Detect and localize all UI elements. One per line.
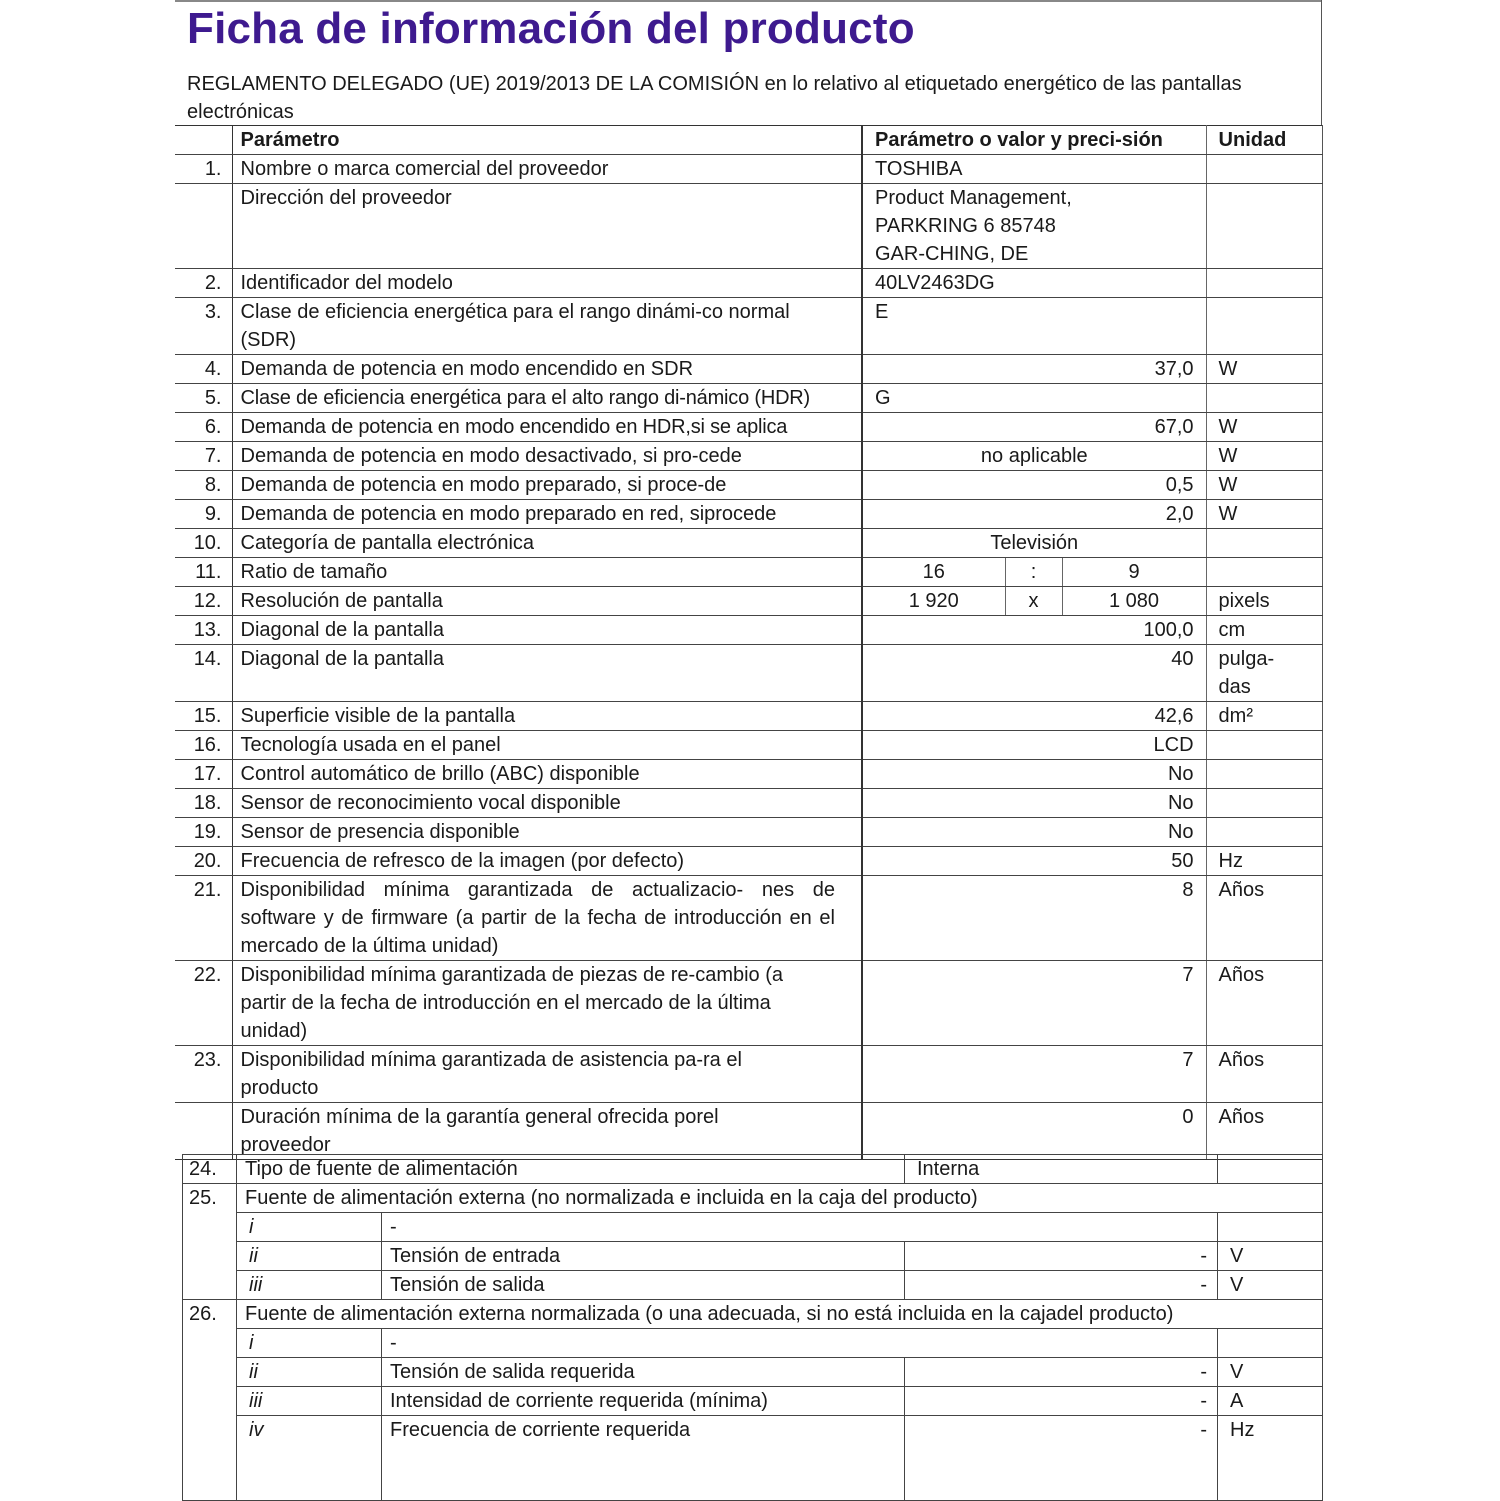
row-parameter: Demanda de potencia en modo desactivado, si pro-cede [232,442,862,471]
ratio-height: 9 [1062,558,1206,587]
row-parameter: Diagonal de la pantalla [232,645,862,702]
header-unidad: Unidad [1206,126,1322,155]
table-row [175,413,1322,442]
row-unit [1206,558,1322,587]
table-row [175,847,1322,876]
row-parameter: Demanda de potencia en modo preparado, si proce-de [232,471,862,500]
row-number: 9. [175,500,232,529]
table-row [183,1300,1323,1329]
sub-item-roman: i [237,1329,382,1358]
parameters-table [175,125,1323,1160]
row-unit: Años [1206,876,1322,961]
row-number: 6. [175,413,232,442]
row-value: 67,0 [862,413,1206,442]
row-number: 5. [175,384,232,413]
table-row [175,731,1322,760]
row-value: No [862,760,1206,789]
row-number-empty [183,1416,237,1501]
table-row [175,184,1322,269]
sub-item-value: - [905,1416,1218,1501]
row-unit: Hz [1206,847,1322,876]
row-value: Televisión [862,529,1206,558]
resolution-height: 1 080 [1062,587,1206,616]
row-number: 22. [175,961,232,1046]
ratio-separator: : [1005,558,1062,587]
row-parameter: Control automático de brillo (ABC) disponible [232,760,862,789]
sub-item-value: - [905,1271,1218,1300]
frame-right-border [1321,0,1322,126]
row-value: G [862,384,1206,413]
row-parameter: Frecuencia de refresco de la imagen (por defecto) [232,847,862,876]
row-parameter: Identificador del modelo [232,269,862,298]
row-number: 17. [175,760,232,789]
sub-item-value: - [905,1242,1218,1271]
table-row [175,645,1322,702]
row-number-empty [183,1271,237,1300]
row-number: 23. [175,1046,232,1103]
sub-item-unit: Hz [1218,1416,1323,1501]
sub-item-label: Tensión de entrada [382,1242,905,1271]
sub-item-label: Tensión de salida requerida [382,1358,905,1387]
row-number: 10. [175,529,232,558]
table-row [175,355,1322,384]
row-value: 2,0 [862,500,1206,529]
row-parameter: Sensor de reconocimiento vocal disponible [232,789,862,818]
header-parametro: Parámetro [232,126,862,155]
row-parameter: Nombre o marca comercial del proveedor [232,155,862,184]
table-row [183,1358,1323,1387]
row-number: 18. [175,789,232,818]
table-row [175,500,1322,529]
row-unit [1206,184,1322,269]
row-unit: pixels [1206,587,1322,616]
resolution-width: 1 920 [862,587,1005,616]
table-row [183,1155,1323,1184]
sub-item-unit [1218,1329,1323,1358]
table-row [183,1387,1323,1416]
page-title: Ficha de información del producto [187,4,915,53]
table-row [175,1046,1322,1103]
row-number [175,184,232,269]
sub-item-label: - [382,1329,1218,1358]
row-value: E [862,298,1206,355]
sub-item-roman: ii [237,1358,382,1387]
table-row [175,616,1322,645]
header-valor: Parámetro o valor y preci-sión [862,126,1206,155]
normalized-supply-label: Fuente de alimentación externa normalizada (o una adecuada, si no está incluida en la cajadel producto) [237,1300,1323,1329]
table-row [175,702,1322,731]
row-unit: Años [1206,961,1322,1046]
table-row [183,1242,1323,1271]
table-row [175,155,1322,184]
regulation-subtitle: REGLAMENTO DELEGADO (UE) 2019/2013 DE LA COMISIÓN en lo relativo al etiquetado energético de las pantallas electrónicas [187,73,1242,123]
row-number: 12. [175,587,232,616]
row-number-empty [183,1242,237,1271]
ratio-width: 16 [862,558,1005,587]
row-parameter: Sensor de presencia disponible [232,818,862,847]
table-row [175,529,1322,558]
row-unit [1206,529,1322,558]
row-value: 50 [862,847,1206,876]
table-row [175,471,1322,500]
row-unit [1206,731,1322,760]
table-row [175,558,1322,587]
table-header-row [175,126,1322,155]
header-number [175,126,232,155]
row-value: No [862,818,1206,847]
row-unit: W [1206,500,1322,529]
sub-item-roman: iii [237,1271,382,1300]
row-number-empty [183,1358,237,1387]
frame-top-border [175,0,1322,2]
row-number-empty [183,1387,237,1416]
row-parameter: Clase de eficiencia energética para el rango dinámi-co normal (SDR) [232,298,862,355]
product-information-sheet [175,0,1322,1500]
row-number: 25. [183,1184,237,1213]
table-row [183,1329,1323,1358]
row-value: no aplicable [862,442,1206,471]
resolution-separator: x [1005,587,1062,616]
row-number: 7. [175,442,232,471]
power-supply-table [182,1154,1323,1501]
row-number: 21. [175,876,232,961]
row-parameter: Superficie visible de la pantalla [232,702,862,731]
sub-item-unit: V [1218,1242,1323,1271]
row-unit: Años [1206,1103,1322,1160]
sub-item-roman: iv [237,1416,382,1501]
row-unit [1206,298,1322,355]
row-parameter: Clase de eficiencia energética para el alto rango di-námico (HDR) [232,384,862,413]
table-row [175,269,1322,298]
table-row [175,587,1322,616]
row-number: 8. [175,471,232,500]
row-parameter: Tecnología usada en el panel [232,731,862,760]
row-number: 20. [175,847,232,876]
row-parameter: Demanda de potencia en modo encendido en HDR,si se aplica [232,413,862,442]
row-number: 1. [175,155,232,184]
row-unit [1206,384,1322,413]
row-unit [1206,789,1322,818]
row-parameter: Dirección del proveedor [232,184,862,269]
table-row [175,760,1322,789]
row-parameter: Duración mínima de la garantía general ofrecida porel proveedor [232,1103,862,1160]
external-supply-label: Fuente de alimentación externa (no normalizada e incluida en la caja del producto) [237,1184,1323,1213]
sub-item-unit: V [1218,1358,1323,1387]
power-type-value: Interna [905,1155,1218,1184]
table-row [175,1103,1322,1160]
table-row [175,298,1322,355]
row-parameter: Demanda de potencia en modo encendido en SDR [232,355,862,384]
table-row [183,1271,1323,1300]
row-number: 2. [175,269,232,298]
row-number: 26. [183,1300,237,1329]
row-unit [1206,155,1322,184]
table-row [175,961,1322,1046]
row-parameter: Diagonal de la pantalla [232,616,862,645]
row-parameter: Disponibilidad mínima garantizada de piezas de re-cambio (a partir de la fecha de introducción en el mercado de la última unidad) [232,961,862,1046]
row-parameter: Categoría de pantalla electrónica [232,529,862,558]
row-value: No [862,789,1206,818]
sub-item-label: Tensión de salida [382,1271,905,1300]
row-value: 0,5 [862,471,1206,500]
table-row [175,789,1322,818]
row-unit: W [1206,471,1322,500]
row-number-empty [183,1329,237,1358]
row-unit: cm [1206,616,1322,645]
table-row [175,384,1322,413]
row-unit: Años [1206,1046,1322,1103]
row-value: 100,0 [862,616,1206,645]
row-unit [1206,818,1322,847]
sub-item-unit: A [1218,1387,1323,1416]
row-number: 24. [183,1155,237,1184]
row-unit: dm² [1206,702,1322,731]
power-type-label: Tipo de fuente de alimentación [237,1155,905,1184]
sub-item-label: - [382,1213,1218,1242]
row-number: 3. [175,298,232,355]
row-number: 15. [175,702,232,731]
sub-item-roman: i [237,1213,382,1242]
row-number [175,1103,232,1160]
row-value: TOSHIBA [862,155,1206,184]
row-unit: W [1206,413,1322,442]
row-number-empty [183,1213,237,1242]
row-number: 19. [175,818,232,847]
row-parameter: Ratio de tamaño [232,558,862,587]
row-parameter: Demanda de potencia en modo preparado en red, siprocede [232,500,862,529]
row-value: 7 [862,1046,1206,1103]
sub-item-unit [1218,1213,1323,1242]
table-row [183,1184,1323,1213]
row-parameter: Resolución de pantalla [232,587,862,616]
row-value: 40LV2463DG [862,269,1206,298]
row-number: 13. [175,616,232,645]
table-row [183,1213,1323,1242]
row-unit [1206,269,1322,298]
sub-item-label: Intensidad de corriente requerida (mínima) [382,1387,905,1416]
row-value: LCD [862,731,1206,760]
table-row [175,818,1322,847]
table-row [175,876,1322,961]
sub-item-label: Frecuencia de corriente requerida [382,1416,905,1501]
sub-item-roman: iii [237,1387,382,1416]
sub-item-value: - [905,1358,1218,1387]
row-parameter: Disponibilidad mínima garantizada de actualizacio- nes de software y de firmware (a partir de la fecha de introducción en el mercado de la última unidad) [232,876,862,961]
row-value: Product Management, PARKRING 6 85748 GAR-CHING, DE [862,184,1206,269]
row-number: 14. [175,645,232,702]
row-value: 42,6 [862,702,1206,731]
row-unit: pulga-das [1206,645,1322,702]
row-value: 8 [862,876,1206,961]
row-value: 0 [862,1103,1206,1160]
row-parameter: Disponibilidad mínima garantizada de asistencia pa-ra el producto [232,1046,862,1103]
row-unit [1206,760,1322,789]
sub-item-roman: ii [237,1242,382,1271]
row-unit: W [1206,355,1322,384]
table-row [175,442,1322,471]
power-type-unit [1218,1155,1323,1184]
row-value: 7 [862,961,1206,1046]
sub-item-value: - [905,1387,1218,1416]
row-number: 4. [175,355,232,384]
table-row [183,1416,1323,1501]
sub-item-unit: V [1218,1271,1323,1300]
row-number: 16. [175,731,232,760]
row-value: 40 [862,645,1206,702]
row-number: 11. [175,558,232,587]
row-value: 37,0 [862,355,1206,384]
row-unit: W [1206,442,1322,471]
